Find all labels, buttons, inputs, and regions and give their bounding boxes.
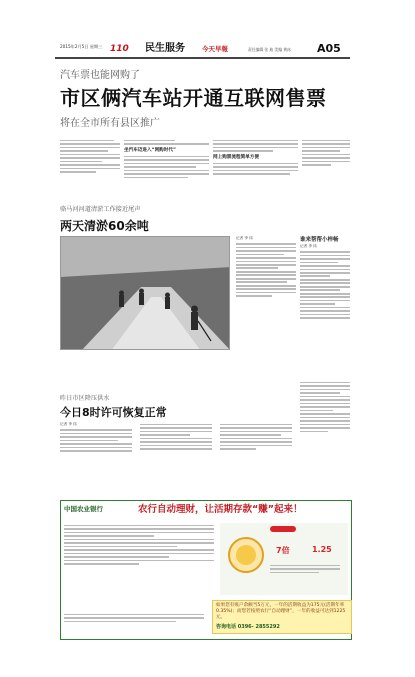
text-line [60,171,96,173]
text-line [300,272,350,274]
text-line [300,279,350,281]
text-line [124,159,209,161]
text-line [300,251,350,253]
water-body [60,422,298,480]
text-line [236,278,296,280]
text-line [302,140,350,142]
text-line [236,288,296,290]
text-line [60,447,132,449]
lead-column-4 [302,138,350,208]
text-line [64,556,169,558]
text-line [124,166,196,168]
text-line [64,560,214,562]
water-col-1 [60,422,132,480]
text-line [140,441,212,443]
text-line [60,436,132,438]
text-line [60,164,120,166]
text-line [124,177,188,179]
section-title: 民生服务 [145,43,185,54]
flood-title: 两天清淤60余吨 [60,219,149,233]
text-line [236,285,296,287]
editor-credit: 责任编辑 张 迪 美编 黄冰 [248,47,291,52]
lead-column-2 [124,138,209,208]
col2-title: 坐汽车迈进入“网购时代” [124,147,176,153]
text-line [64,532,214,534]
text-line [300,314,350,316]
rate-banner [270,526,296,532]
text-line [64,549,214,551]
text-line [300,424,350,426]
text-line [64,617,204,619]
river-cleanup-photo [60,236,230,350]
rate-notes [270,563,340,587]
sidebar-title: 谁来帮帮小梓畅 [300,237,339,243]
text-line [300,262,338,264]
text-line [300,300,350,302]
flood-kicker: 骆马河河道清淤工作接近尾声 [60,206,141,213]
text-line [300,293,350,295]
text-line [300,269,350,271]
text-line [140,427,212,429]
ad-promo-box [212,600,352,634]
text-line [60,443,132,445]
lead-subhead: 将在全市所有县区推广 [60,118,160,129]
text-line [64,621,176,623]
text-line [300,389,350,391]
text-line [300,289,340,291]
ad-headline: 农行自动理财，让活期存款“赚”起来！ [138,504,303,515]
text-line [302,154,350,156]
text-line [60,143,120,145]
text-line [124,143,209,145]
ad-body [64,523,214,613]
water-byline: 记者 李 纬 [60,422,77,426]
text-line [270,565,340,567]
text-line [220,448,256,450]
text-line [300,296,350,298]
flood-body [236,236,296,348]
text-line [124,170,209,172]
text-line [60,154,120,156]
text-line [140,438,212,440]
text-line [64,614,204,616]
text-line [300,310,350,312]
text-line [300,403,350,405]
text-line [64,528,214,530]
text-line [60,433,132,435]
text-line [213,140,298,142]
text-line [300,427,350,429]
text-line [302,150,340,152]
text-line [60,440,118,442]
text-line [213,143,298,145]
text-line [64,563,139,565]
text-line [236,295,272,297]
text-line [140,448,212,450]
text-line [300,382,350,384]
text-line [300,265,350,267]
text-line [124,163,209,165]
rate-value-2: 1.25 [312,545,332,554]
text-line [60,168,120,170]
text-line [64,525,214,527]
text-line [60,450,132,452]
text-line [236,264,296,266]
text-line [300,303,335,305]
hotline-badge: 110 [110,44,129,54]
col3-title: 网上购票流程简单方便 [213,154,259,160]
text-line [302,164,331,166]
text-line [302,157,350,159]
lead-headline: 市区俩汽车站开通互联网售票 [60,86,327,110]
text-line [60,150,108,152]
header-rule [55,57,350,59]
text-line [64,539,214,541]
text-line [60,429,132,431]
newspaper-logo: 今天早報 [202,45,228,53]
text-line [213,173,290,175]
text-line [300,392,340,394]
text-line [300,286,350,288]
text-line [140,445,212,447]
ad-rate-panel [220,523,348,595]
text-line [60,161,102,163]
text-line [64,546,177,548]
issue-date: 2015年2月5日 星期三 [60,44,103,49]
lead-column-1 [60,138,120,208]
water-col-2 [140,422,212,480]
flood-byline: 记者 李 纬 [236,236,253,240]
sidebar-byline: 记者 李 纬 [300,244,317,248]
text-line [300,307,350,309]
text-line [300,410,333,412]
text-line [64,553,214,555]
text-line [60,140,114,142]
text-line [220,441,292,443]
text-line [213,150,273,152]
text-line [124,173,209,175]
text-line [300,413,350,415]
sidebar-continued [300,380,350,480]
text-line [60,157,120,159]
text-line [213,166,298,168]
text-line [236,274,296,276]
text-line [64,535,154,537]
text-line [64,542,214,544]
text-line [300,282,350,284]
text-line [236,254,284,256]
text-line [213,147,298,149]
text-line [300,275,330,277]
ad-footnote [64,612,204,634]
water-title: 今日8时许可恢复正常 [60,406,167,419]
text-line [300,396,350,398]
text-line [236,267,278,269]
text-line [270,572,319,574]
promo-text: 如果您有账户余额当5万元，一年的活期收益为175元(活期年率0.35%)；而您若按照农行“自动理财”，一年的收益可达到1225元。 [216,603,346,620]
text-line [60,147,120,149]
water-col-3 [220,422,292,480]
text-line [270,568,340,570]
text-line [140,431,212,433]
text-line [140,424,212,426]
text-line [220,431,292,433]
text-line [236,243,296,245]
text-line [300,420,350,422]
text-line [236,250,296,252]
lead-kicker: 汽车票也能网购了 [60,70,140,81]
text-line [300,399,350,401]
text-line [220,434,281,436]
text-line [300,255,350,257]
text-line [300,317,350,319]
text-line [300,431,328,433]
text-line [124,140,175,142]
text-line [236,261,296,263]
text-line [220,424,292,426]
text-line [124,156,209,158]
text-line [236,257,296,259]
text-line [220,445,292,447]
text-line [213,163,298,165]
text-line [300,385,350,387]
water-kicker: 昨日市区降压供水 [60,395,110,402]
text-line [236,281,287,283]
rate-value-1: 7倍 [276,546,290,555]
page-number: A05 [317,42,341,55]
text-line [300,258,350,260]
lead-column-3 [213,138,298,208]
text-line [213,170,298,172]
text-line [220,438,292,440]
text-line [300,417,350,419]
sidebar-story [300,236,350,376]
text-line [300,406,350,408]
text-line [236,271,296,273]
text-line [236,292,296,294]
text-line [236,247,296,249]
text-line [302,161,350,163]
coin-chart-icon [226,535,266,575]
bank-name: 中国农业银行 [64,505,103,513]
text-line [302,147,350,149]
text-line [140,434,190,436]
text-line [302,143,350,145]
hotline-number: 咨询电话 0396- 2855292 [216,624,280,630]
text-line [220,427,292,429]
